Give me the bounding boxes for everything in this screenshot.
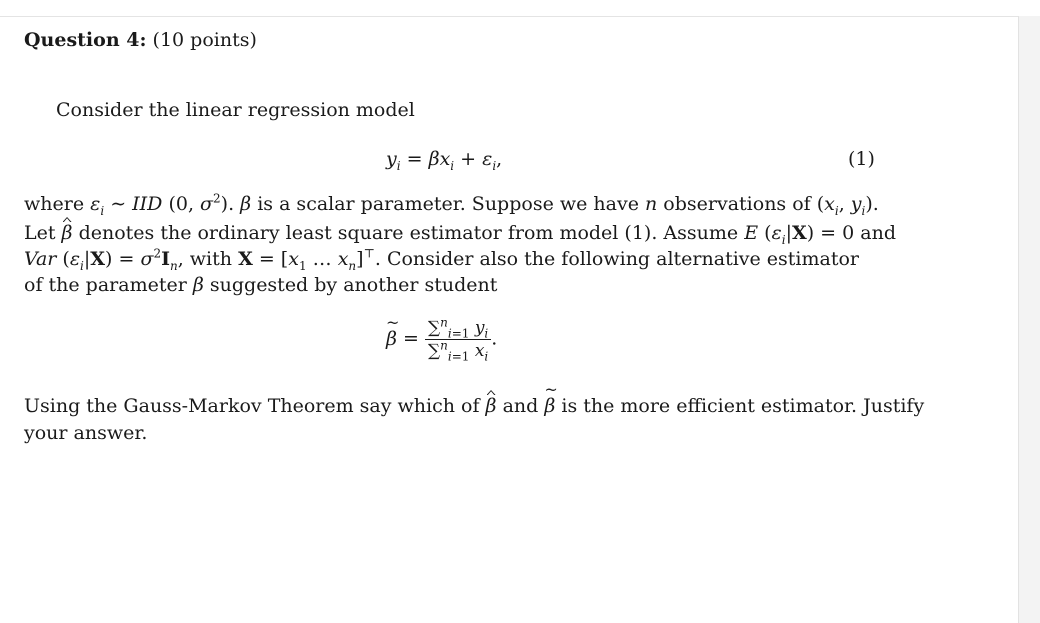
closing-line-2: your answer. [24, 422, 148, 444]
paragraph-line-3: Var $(\varepsilon_i|X) = \sigma^2I_n$, with $X = [x_1$ … $x_n]^⊤$. Consider also the following alternative estimator [24, 246, 860, 273]
equation-1: $y_i = \beta x_i + \varepsilon_i$, [386, 148, 503, 173]
question-header [24, 29, 257, 51]
scrollbar-track[interactable] [1018, 16, 1040, 623]
equation-number: (1) [848, 148, 875, 170]
paragraph-line-2: Let β denotes the ordinary least square estimator from model (1). Assume E $(\varepsilon_i|X) = 0$ and [24, 222, 896, 247]
top-divider [0, 16, 1018, 17]
alternative-estimator-equation: ~ β = $\frac{\sum^n_{i=1} y_i}{\sum^n_{i=1} x_i}$ . [386, 318, 497, 361]
intro-text: Consider the linear regression model [56, 99, 415, 121]
question-title: Question 4: [24, 29, 147, 51]
paragraph-line-1: where $\varepsilon_i$ ∼ IID (0, $\sigma^2$). β is a scalar parameter. Suppose we have n observations of ($x_i$, $y_i$). [24, 191, 879, 218]
estimator-fraction: $\frac{\sum^n_{i=1} y_i}{\sum^n_{i=1} x_i}$ [425, 318, 491, 361]
closing-line-1: Using the Gauss-Markov Theorem say which of β and ~ β is the more efficient estimator. Justify [24, 395, 924, 417]
paragraph-line-4: of the parameter β suggested by another student [24, 274, 498, 296]
question-points: (10 points) [152, 29, 257, 51]
